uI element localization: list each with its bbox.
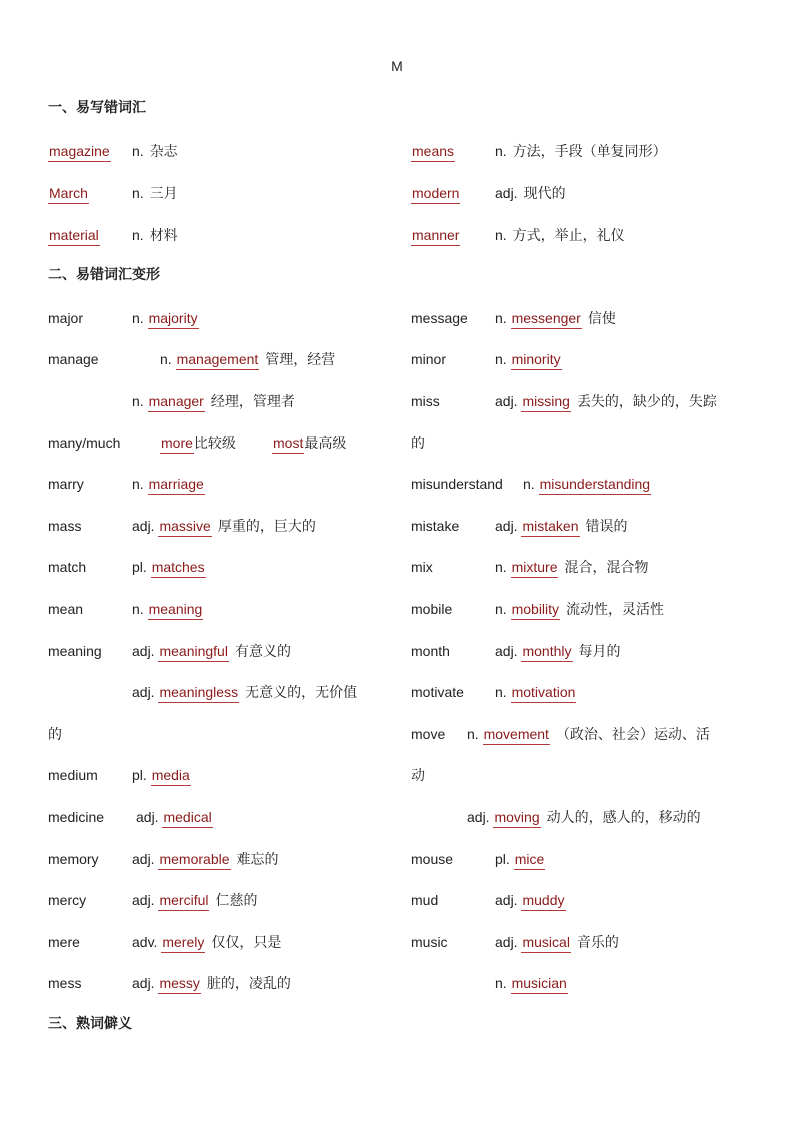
word-form: adj. memorable 难忘的 — [132, 849, 279, 870]
word-form: n. mobility 流动性，灵活性 — [495, 599, 664, 620]
section-heading-3: 三、熟词僻义 — [48, 1016, 132, 1032]
word-form: more比较级 — [160, 433, 236, 454]
base-word: minor — [411, 351, 447, 367]
word-form: adj. merciful 仁慈的 — [132, 890, 257, 911]
answer-word: mixture — [511, 557, 559, 578]
word-form: n. motivation — [495, 682, 576, 703]
answer-word: motivation — [511, 682, 577, 703]
answer-word: mistaken — [521, 516, 579, 537]
word-form: pl. media — [132, 765, 191, 786]
vocab-row — [48, 183, 89, 204]
vocab-definition: n. 材料 — [132, 227, 178, 243]
base-word: medium — [48, 767, 98, 783]
answer-word: mobility — [511, 599, 560, 620]
answer-word: more — [160, 433, 194, 454]
answer-word: majority — [148, 308, 199, 329]
base-word: miss — [411, 393, 440, 409]
answer-word: modern — [411, 183, 460, 204]
word-form: adj. massive 厚重的，巨大的 — [132, 516, 316, 537]
word-form: adj. messy 脏的，凌乱的 — [132, 973, 291, 994]
base-word: music — [411, 934, 448, 950]
word-form: adj. monthly 每月的 — [495, 641, 621, 662]
answer-word: muddy — [521, 890, 565, 911]
word-form: most最高级 — [272, 433, 346, 454]
answer-word: mice — [514, 849, 546, 870]
answer-word: magazine — [48, 141, 111, 162]
vocab-definition: adj. 现代的 — [495, 185, 566, 201]
word-form: n. minority — [495, 349, 562, 370]
answer-word: missing — [521, 391, 570, 412]
word-form: n. manager 经理，管理者 — [132, 391, 295, 412]
section-heading-2: 二、易错词汇变形 — [48, 267, 160, 283]
base-word: mix — [411, 559, 433, 575]
base-word: mistake — [411, 518, 460, 534]
word-form: adj. missing 丢失的，缺少的，失踪 — [495, 391, 717, 412]
word-form: n. mixture 混合，混合物 — [495, 557, 648, 578]
word-form: adj. meaningful 有意义的 — [132, 641, 291, 662]
vocab-row — [48, 141, 111, 162]
vocab-row — [411, 141, 455, 162]
base-word: major — [48, 310, 84, 326]
answer-word: management — [176, 349, 260, 370]
word-form: adj. moving 动人的，感人的，移动的 — [467, 807, 701, 828]
answer-word: moving — [493, 807, 540, 828]
answer-word: most — [272, 433, 304, 454]
base-word: mud — [411, 892, 439, 908]
word-form: adj. musical 音乐的 — [495, 932, 619, 953]
answer-word: memorable — [158, 849, 230, 870]
vocab-definition: n. 方法，手段（单复同形） — [495, 143, 667, 159]
answer-word: messy — [158, 973, 200, 994]
base-word: many/much — [48, 435, 121, 451]
answer-word: merciful — [158, 890, 209, 911]
answer-word: manner — [411, 225, 460, 246]
answer-word: material — [48, 225, 100, 246]
word-form: n. musician — [495, 973, 568, 994]
base-word: motivate — [411, 684, 464, 700]
base-word: match — [48, 559, 87, 575]
base-word: mouse — [411, 851, 454, 867]
word-form: adj. mistaken 错误的 — [495, 516, 628, 537]
answer-word: musical — [521, 932, 570, 953]
word-form: n. movement （政治、社会）运动、活 — [467, 724, 710, 745]
word-form: n. misunderstanding — [523, 474, 651, 495]
base-word: marry — [48, 476, 84, 492]
base-word: mess — [48, 975, 82, 991]
vocab-row — [411, 225, 460, 246]
word-form: n. management 管理，经营 — [160, 349, 335, 370]
answer-word: means — [411, 141, 455, 162]
wrapped-text: 的 — [48, 726, 62, 742]
answer-word: manager — [148, 391, 205, 412]
base-word: medicine — [48, 809, 105, 825]
word-form: n. marriage — [132, 474, 205, 495]
section-heading-1: 一、易写错词汇 — [48, 100, 146, 116]
answer-word: matches — [151, 557, 206, 578]
answer-word: March — [48, 183, 89, 204]
answer-word: musician — [511, 973, 568, 994]
vocab-definition: n. 杂志 — [132, 143, 178, 159]
base-word: manage — [48, 351, 99, 367]
vocab-definition: n. 方式，举止，礼仪 — [495, 227, 625, 243]
answer-word: meaningful — [158, 641, 229, 662]
word-form: n. meaning — [132, 599, 203, 620]
base-word: mass — [48, 518, 82, 534]
base-word: mercy — [48, 892, 87, 908]
base-word: meaning — [48, 643, 102, 659]
base-word: mobile — [411, 601, 453, 617]
word-form: adv. merely 仅仅，只是 — [132, 932, 281, 953]
vocab-row — [411, 183, 460, 204]
word-form: pl. mice — [495, 849, 545, 870]
vocab-row — [48, 225, 100, 246]
word-form: n. messenger 信使 — [495, 308, 616, 329]
base-word: mean — [48, 601, 84, 617]
base-word: mere — [48, 934, 80, 950]
answer-word: movement — [483, 724, 550, 745]
answer-word: messenger — [511, 308, 582, 329]
answer-word: medical — [162, 807, 212, 828]
answer-word: massive — [158, 516, 211, 537]
word-form: adj. muddy — [495, 890, 566, 911]
wrapped-text: 动 — [411, 767, 425, 783]
word-form: pl. matches — [132, 557, 206, 578]
answer-word: marriage — [148, 474, 205, 495]
answer-word: meaning — [148, 599, 204, 620]
answer-word: minority — [511, 349, 562, 370]
answer-word: merely — [161, 932, 205, 953]
word-form: adj. meaningless 无意义的，无价值 — [132, 682, 357, 703]
answer-word: meaningless — [158, 682, 239, 703]
wrapped-text: 的 — [411, 435, 425, 451]
base-word: misunderstand — [411, 476, 503, 492]
base-word: memory — [48, 851, 99, 867]
answer-word: misunderstanding — [539, 474, 652, 495]
answer-word: monthly — [521, 641, 572, 662]
word-form: adj. medical — [136, 807, 213, 828]
answer-word: media — [151, 765, 191, 786]
vocab-definition: n. 三月 — [132, 185, 178, 201]
word-form: n. majority — [132, 308, 199, 329]
base-word: month — [411, 643, 450, 659]
base-word: move — [411, 726, 446, 742]
base-word: message — [411, 310, 468, 326]
page-title: M — [391, 58, 403, 74]
